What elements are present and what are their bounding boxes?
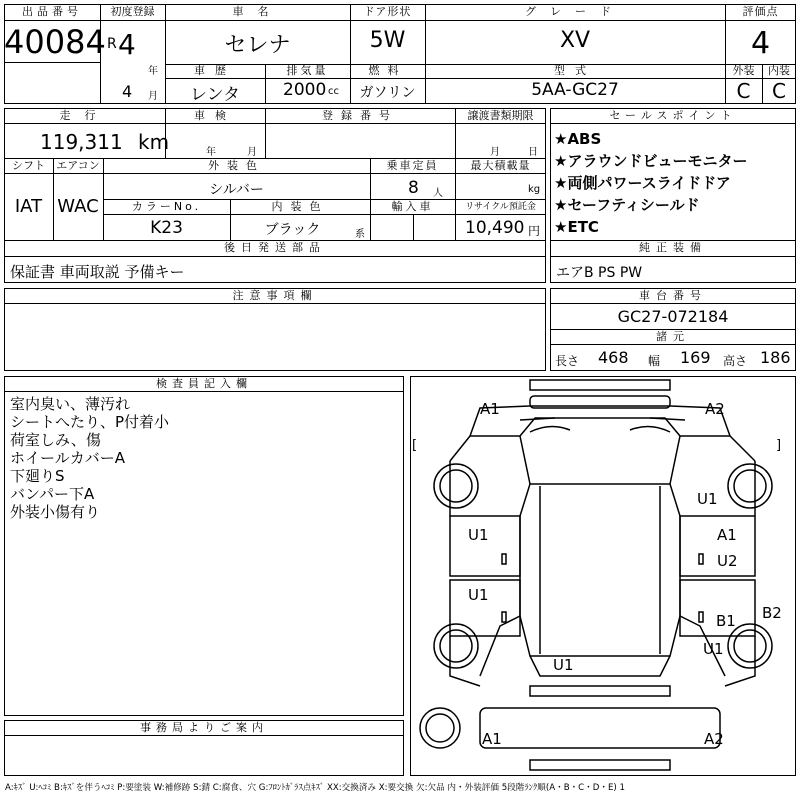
reg-no-header: 登録番号: [322, 109, 398, 122]
ext-color: シルバー: [209, 182, 264, 198]
grade-header: グレード: [525, 5, 625, 18]
sales-point: ★ETC: [554, 218, 599, 236]
width-label: 幅: [648, 354, 661, 368]
inspector-note: バンパー下A: [10, 485, 95, 503]
interior-grade: C: [772, 79, 786, 103]
recycle: 10,490: [465, 218, 525, 238]
sales-point: ★両側パワースライドドア: [554, 174, 731, 192]
inspector-note: 下廻りS: [10, 467, 65, 485]
transfer-deadline-header: 譲渡書類期限: [467, 109, 534, 122]
first-reg-year-unit: 年: [148, 66, 158, 77]
recycle-header: リサイクル預託金: [465, 202, 536, 212]
mark-rear-right: A2: [704, 730, 724, 748]
score: 4: [750, 26, 771, 61]
import-header: 輸入車: [391, 200, 434, 213]
interior-header: 内装: [768, 64, 790, 77]
max-load-header: 最大積載量: [470, 159, 531, 172]
first-reg-header: 初度登録: [110, 5, 155, 18]
int-color-suffix: 系: [355, 229, 365, 240]
mark-left-rear-door: U1: [468, 586, 489, 604]
aircon-header: エアコン: [56, 159, 100, 172]
mileage-header: 走行: [59, 109, 110, 122]
inspector-note: 荷室しみ、傷: [10, 431, 101, 449]
chassis-no-header: 車台番号: [639, 289, 707, 302]
shift: IAT: [14, 196, 43, 217]
inspector-note: 外装小傷有り: [10, 503, 101, 521]
max-load-unit: kg: [528, 184, 541, 195]
mark-right-rear-door: B1: [716, 612, 736, 630]
color-no: K23: [150, 218, 183, 238]
color-no-header: カラーNo.: [131, 200, 202, 213]
chassis-no: GC27-072184: [617, 307, 729, 326]
lot-no-header: 出品番号: [22, 5, 82, 18]
sales-point: ★アラウンドビューモニター: [554, 152, 748, 170]
inspector-note: 室内臭い、薄汚れ: [10, 395, 131, 413]
inspector-notes-header: 検査員記入欄: [156, 377, 252, 390]
history-header: 車歴: [194, 64, 236, 77]
first-reg-year: 4: [118, 28, 136, 61]
inspection-year-unit: 年: [206, 147, 216, 158]
shift-header: シフト: [12, 159, 45, 172]
ext-color-header: 外装色: [208, 159, 265, 172]
int-color-header: 内装色: [271, 200, 329, 213]
mark-front-left: A1: [480, 400, 500, 418]
inspector-notes-list: [10, 395, 400, 521]
sales-points-list: [554, 128, 794, 238]
capacity-header: 乗車定員: [386, 159, 439, 172]
mark-bracket-close: ]: [776, 438, 782, 453]
mark-bracket-open: [: [412, 438, 418, 453]
genuine-equipment-header: 純正装備: [639, 241, 707, 254]
first-reg-era: R: [107, 36, 117, 52]
model-header: 型式: [554, 64, 596, 77]
inspection-header: 車検: [194, 109, 236, 122]
car-name-header: 車名: [232, 5, 283, 18]
aircon: WAC: [57, 196, 99, 217]
capacity-unit: 人: [433, 188, 443, 199]
displacement-header: 排気量: [286, 64, 329, 77]
length: 468: [598, 348, 629, 367]
mark-right-quarter: B2: [762, 604, 782, 622]
exterior-header: 外装: [732, 64, 755, 77]
mark-right-fender: U1: [697, 490, 718, 508]
grade: XV: [559, 28, 591, 53]
displacement: 2000: [283, 80, 327, 100]
genuine-equipment: エアB PS PW: [556, 265, 643, 281]
height: 186: [760, 348, 791, 367]
fuel: ガソリン: [359, 85, 416, 101]
notes-header: 注意事項欄: [232, 289, 318, 302]
mark-left-front-door: U1: [468, 526, 489, 544]
score-header: 評価点: [742, 5, 779, 18]
inspector-note: ホイールカバーA: [10, 449, 125, 467]
first-reg-month-unit: 月: [148, 91, 158, 102]
fuel-header: 燃料: [368, 64, 407, 77]
sales-point: ★セーフティシールド: [554, 196, 700, 214]
dimensions-header: 諸元: [656, 330, 690, 343]
width: 169: [680, 348, 711, 367]
int-color: ブラック: [264, 222, 321, 238]
door-header: ドア形状: [363, 5, 412, 18]
car-diagram: [410, 376, 796, 776]
later-parts: 保証書 車両取説 予備キー: [10, 263, 185, 281]
mileage: 119,311: [40, 130, 123, 154]
transfer-month-unit: 月: [490, 147, 500, 158]
mark-right-rear-fender: U1: [703, 640, 724, 658]
first-reg-month: 4: [122, 82, 133, 101]
mark-rear-center: U1: [553, 656, 574, 674]
sales-point: ★ABS: [554, 130, 602, 148]
mark-front-right: A2: [705, 400, 725, 418]
exterior-grade: C: [736, 79, 751, 103]
office-notice-header: 事務局よりご案内: [140, 721, 268, 734]
displacement-unit: cc: [328, 86, 339, 97]
inspector-note: シートへたり、P付着小: [10, 413, 170, 431]
history: レンタ: [190, 85, 240, 105]
mark-right-front-door-a: A1: [717, 526, 737, 544]
transfer-day-unit: 日: [528, 147, 538, 158]
door-type: 5W: [369, 28, 406, 53]
mark-rear-left: A1: [482, 730, 502, 748]
sales-points-header: セールスポイント: [609, 109, 737, 122]
later-parts-header: 後日発送部品: [224, 241, 326, 254]
model-code: 5AA-GC27: [531, 80, 619, 100]
length-label: 長さ: [555, 354, 580, 368]
mark-right-front-door-b: U2: [717, 552, 738, 570]
car-name: セレナ: [224, 33, 291, 58]
recycle-unit: 円: [528, 224, 541, 238]
height-label: 高さ: [723, 354, 748, 368]
mileage-unit: km: [138, 130, 170, 154]
capacity: 8: [408, 178, 419, 198]
lot-no: 40084: [4, 23, 106, 61]
damage-legend: A:ｷｽﾞ U:ﾍｺﾐ B:ｷｽﾞを伴うﾍｺﾐ P:要塗装 W:補修跡 S:錆 C:腐食、穴 G:ﾌﾛﾝﾄｶﾞﾗｽ点ｷｽﾞ XX:交換済み X:要交換 欠:欠品 内・外装評価 5段階ﾗﾝｸ順(A・B・C・D・E) 1: [5, 783, 625, 793]
inspection-month-unit: 月: [247, 147, 257, 158]
